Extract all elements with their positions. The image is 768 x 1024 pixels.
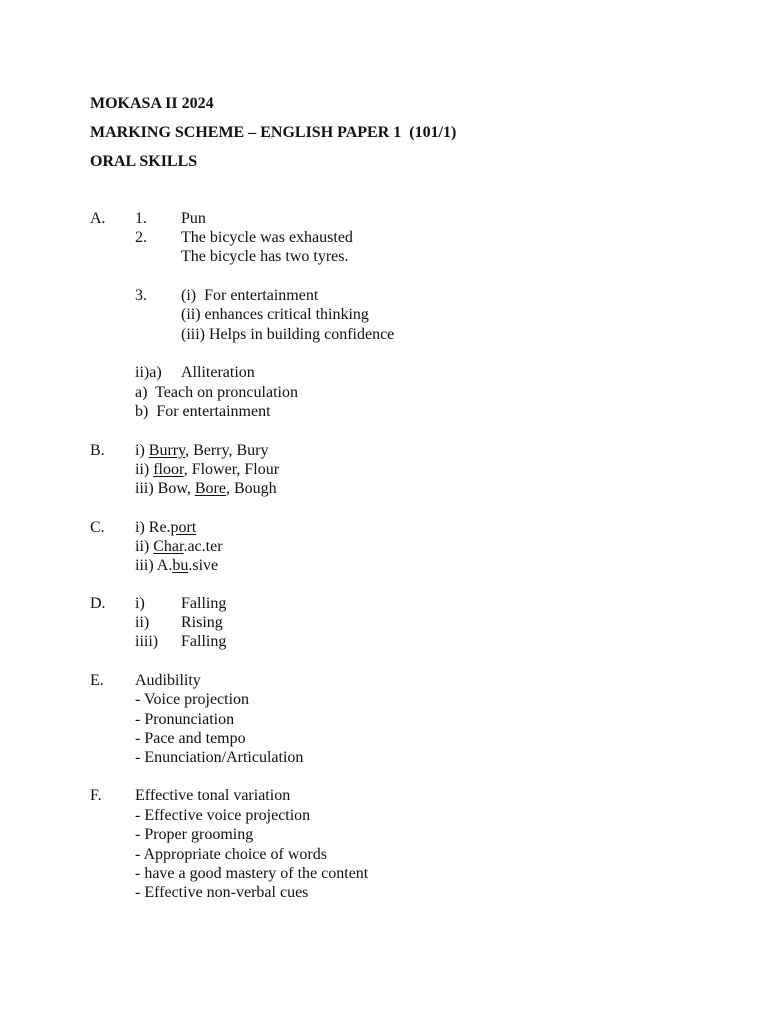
stressed-syllable: Char bbox=[153, 538, 184, 555]
a-q3-item: (ii) enhances critical thinking bbox=[181, 306, 369, 323]
a-q3-item: (iii) Helps in building confidence bbox=[181, 326, 395, 343]
e-item: - Pace and tempo bbox=[135, 730, 246, 747]
section-b-label: B. bbox=[90, 442, 105, 459]
d-row-number: ii) bbox=[135, 614, 150, 631]
underlined-word: floor bbox=[153, 461, 184, 478]
a-q2-number: 2. bbox=[135, 229, 147, 246]
f-item: - Proper grooming bbox=[135, 826, 254, 843]
a-q2-answer-2: The bicycle has two tyres. bbox=[181, 248, 349, 265]
section-e-label: E. bbox=[90, 672, 104, 689]
d-row-answer: Falling bbox=[181, 633, 227, 650]
doc-title: MOKASA II 2024 bbox=[90, 95, 214, 112]
c-line-1: i) Re.port bbox=[135, 519, 197, 536]
e-title: Audibility bbox=[135, 672, 201, 689]
b-line-2: ii) floor, Flower, Flour bbox=[135, 461, 280, 478]
f-item: - have a good mastery of the content bbox=[135, 865, 369, 882]
b-line-1: i) Burry, Berry, Bury bbox=[135, 442, 269, 459]
underlined-word: Burry bbox=[148, 442, 186, 459]
doc-subtitle: MARKING SCHEME – ENGLISH PAPER 1 (101/1) bbox=[90, 124, 457, 141]
a-q4-answer: Alliteration bbox=[181, 364, 255, 381]
d-row-answer: Rising bbox=[181, 614, 223, 631]
e-item: - Voice projection bbox=[135, 691, 250, 708]
underlined-word: Bore bbox=[194, 480, 226, 497]
d-row-number: i) bbox=[135, 595, 145, 612]
d-row-number: iiii) bbox=[135, 633, 159, 650]
section-d-label: D. bbox=[90, 595, 106, 612]
stressed-syllable: bu bbox=[172, 557, 189, 574]
e-item: - Pronunciation bbox=[135, 711, 235, 728]
f-item: - Effective voice projection bbox=[135, 807, 311, 824]
a-q4-item-a: a) Teach on pronculation bbox=[135, 384, 298, 401]
a-q4-number: ii)a) bbox=[135, 364, 162, 381]
a-q1-number: 1. bbox=[135, 210, 147, 227]
a-q3-item: (i) For entertainment bbox=[181, 287, 319, 304]
section-f-label: F. bbox=[90, 787, 102, 804]
section-a-label: A. bbox=[90, 210, 106, 227]
f-item: - Appropriate choice of words bbox=[135, 846, 327, 863]
a-q4-item-b: b) For entertainment bbox=[135, 403, 271, 420]
f-title: Effective tonal variation bbox=[135, 787, 291, 804]
d-row-answer: Falling bbox=[181, 595, 227, 612]
b-line-3: iii) Bow, Bore, Bough bbox=[135, 480, 277, 497]
a-q3-number: 3. bbox=[135, 287, 147, 304]
section-c-label: C. bbox=[90, 519, 105, 536]
e-item: - Enunciation/Articulation bbox=[135, 749, 304, 766]
a-q1-answer: Pun bbox=[181, 210, 206, 227]
f-item: - Effective non-verbal cues bbox=[135, 884, 309, 901]
c-line-3: iii) A.bu.sive bbox=[135, 557, 219, 574]
c-line-2: ii) Char.ac.ter bbox=[135, 538, 223, 555]
stressed-syllable: port bbox=[170, 519, 197, 536]
a-q2-answer-1: The bicycle was exhausted bbox=[181, 229, 353, 246]
doc-section-heading: ORAL SKILLS bbox=[90, 153, 198, 170]
